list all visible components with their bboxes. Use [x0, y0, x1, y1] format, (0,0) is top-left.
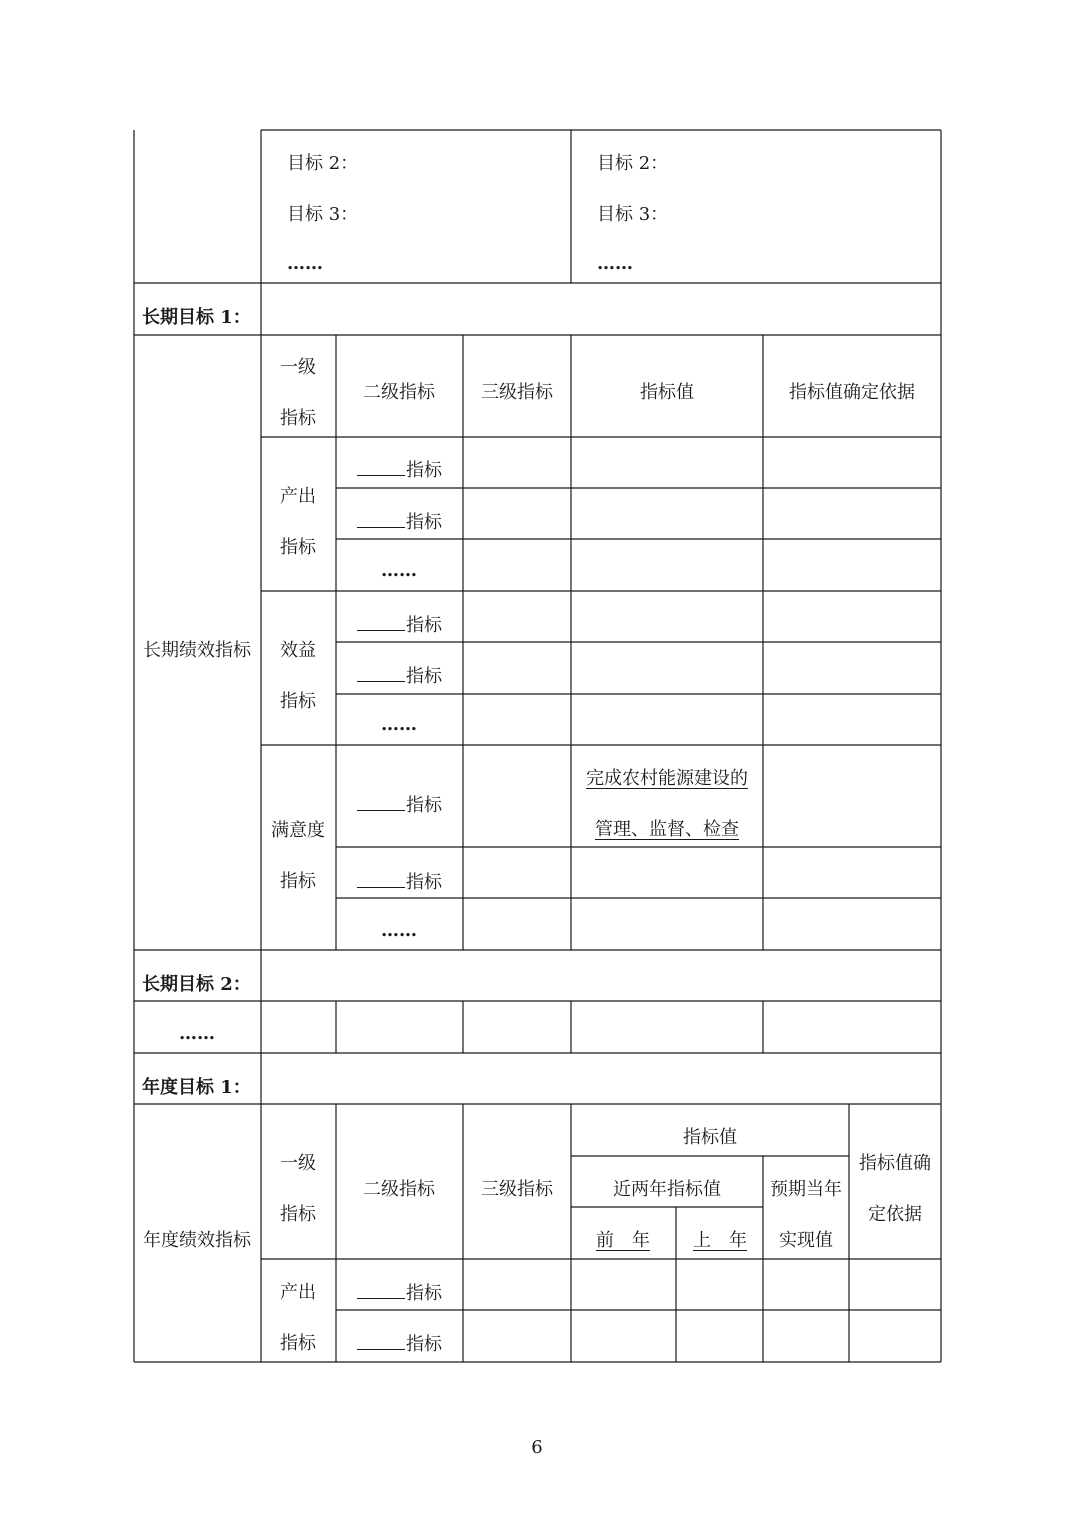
- category-satisfaction-line2: 指标: [280, 871, 316, 892]
- output-item-1: 指标: [357, 459, 442, 482]
- right-goal-3: 目标 3：: [597, 204, 669, 225]
- annual-header-value: 指标值: [683, 1127, 737, 1148]
- category-output-line2: 指标: [280, 537, 316, 558]
- long-term-goal-1-label: 长期目标 1：: [142, 307, 251, 328]
- annual-header-prev-year: 前 年: [596, 1230, 650, 1251]
- long-term-perf-label: 长期绩效指标: [143, 640, 251, 661]
- satisfaction-value-line2: 管理、监督、检查: [595, 819, 739, 840]
- annual-header-recent: 近两年指标值: [613, 1179, 721, 1200]
- header-level2: 二级指标: [363, 382, 435, 403]
- long-term-goal-2-ellipsis: ……: [179, 1023, 215, 1044]
- annual-header-expected-line2: 实现值: [779, 1230, 833, 1251]
- benefit-ellipsis: ……: [381, 714, 417, 735]
- annual-header-level2: 二级指标: [363, 1179, 435, 1200]
- annual-header-last-year: 上 年: [693, 1230, 747, 1251]
- annual-output-line1: 产出: [280, 1282, 316, 1303]
- annual-header-level1-line1: 一级: [280, 1153, 316, 1174]
- annual-header-level1-line2: 指标: [280, 1204, 316, 1225]
- annual-header-basis-line1: 指标值确: [859, 1153, 931, 1174]
- benefit-item-1: 指标: [357, 614, 442, 637]
- header-basis: 指标值确定依据: [789, 382, 915, 403]
- annual-goal-1-label: 年度目标 1：: [142, 1077, 251, 1098]
- header-value: 指标值: [640, 382, 694, 403]
- page-number: 6: [531, 1437, 543, 1458]
- annual-header-basis-line2: 定依据: [868, 1204, 922, 1225]
- long-term-goal-2-label: 长期目标 2：: [142, 974, 251, 995]
- annual-output-item-2: 指标: [357, 1333, 442, 1356]
- category-output-line1: 产出: [280, 486, 316, 507]
- header-level1-line1: 一级: [280, 357, 316, 378]
- output-item-2: 指标: [357, 511, 442, 534]
- annual-output-line2: 指标: [280, 1333, 316, 1354]
- category-satisfaction-line1: 满意度: [271, 820, 325, 841]
- header-level3: 三级指标: [481, 382, 553, 403]
- header-level1-line2: 指标: [280, 408, 316, 429]
- annual-output-item-1: 指标: [357, 1282, 442, 1305]
- satisfaction-value-line1: 完成农村能源建设的: [586, 768, 748, 789]
- satisfaction-ellipsis: ……: [381, 920, 417, 941]
- category-benefit-line1: 效益: [280, 640, 316, 661]
- category-benefit-line2: 指标: [280, 691, 316, 712]
- right-goal-2: 目标 2：: [597, 153, 669, 174]
- left-goal-3: 目标 3：: [287, 204, 359, 225]
- left-goal-2: 目标 2：: [287, 153, 359, 174]
- satisfaction-item-2: 指标: [357, 871, 442, 894]
- left-goal-ellipsis: ……: [287, 253, 323, 274]
- annual-perf-label: 年度绩效指标: [143, 1230, 251, 1251]
- output-ellipsis: ……: [381, 560, 417, 581]
- annual-header-level3: 三级指标: [481, 1179, 553, 1200]
- annual-header-expected-line1: 预期当年: [770, 1179, 842, 1200]
- benefit-item-2: 指标: [357, 665, 442, 688]
- satisfaction-item-1: 指标: [357, 794, 442, 817]
- right-goal-ellipsis: ……: [597, 253, 633, 274]
